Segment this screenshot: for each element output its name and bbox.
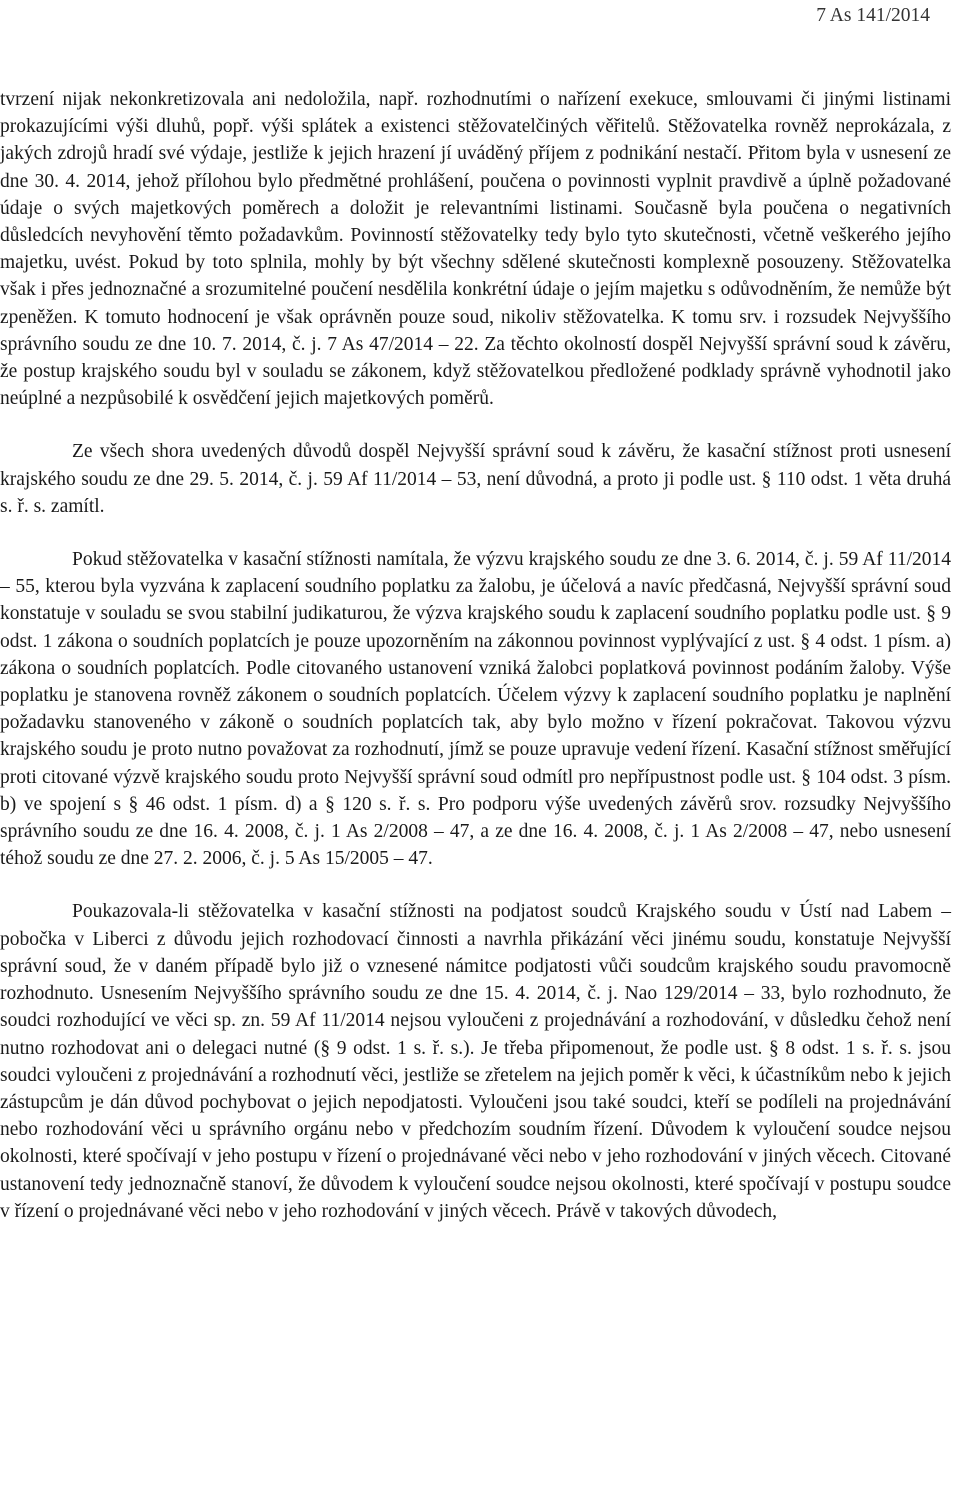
- paragraph-3: Pokud stěžovatelka v kasační stížnosti namítala, že výzvu krajského soudu ze dne 3. 6. 2014, č. j. 59 Af 11/2014 – 55, kterou byla vyzvána k zaplacení soudního poplatku za žalobu, je účelová a navíc předčasná, Nejvyšší správní soud konstatuje v souladu se svou stabilní judikaturou, že výzva krajského soudu k zaplacení soudního poplatku podle ust. § 9 odst. 1 zákona o soudních poplatcích je pouze upozorněním na zákonnou povinnost vyplývající z ust. § 4 odst. 1 písm. a) zákona o soudních poplatcích. Podle citovaného ustanovení vzniká žalobci poplatková povinnost podáním žaloby. Výše poplatku je stanovena rovněž zákonem o soudních poplatcích. Účelem výzvy k zaplacení soudního poplatku je naplnění požadavku stanoveného v zákoně o soudních poplatcích tak, aby bylo možno v řízení pokračovat. Takovou výzvu krajského soudu je proto nutno považovat za rozhodnutí, jímž se pouze upravuje vedení řízení. Kasační stížnost směřující proti citované výzvě krajského soudu proto Nejvyšší správní soud odmítl pro nepřípustnost podle ust. § 104 odst. 3 písm. b) ve spojení s § 46 odst. 1 písm. d) a § 120 s. ř. s. Pro podporu výše uvedených závěrů srov. rozsudky Nejvyššího správního soudu ze dne 16. 4. 2008, č. j. 1 As 2/2008 – 47, a ze dne 16. 4. 2008, č. j. 1 As 2/2008 – 47, nebo usnesení téhož soudu ze dne 27. 2. 2006, č. j. 5 As 15/2005 – 47.: [0, 549, 951, 870]
- document-body: [0, 86, 951, 1225]
- paragraph-4: Poukazovala-li stěžovatelka v kasační stížnosti na podjatost soudců Krajského soudu v Ústí nad Labem – pobočka v Liberci z důvodu jejich rozhodovací činnosti a navrhla přikázání věci jinému soudu, konstatuje Nejvyšší správní soud, že v daném případě bylo již o vznesené námitce podjatosti vůči soudcům krajského soudu pravomocně rozhodnuto. Usnesením Nejvyššího správního soudu ze dne 15. 4. 2014, č. j. Nao 129/2014 – 33, bylo rozhodnuto, že soudci rozhodující ve věci sp. zn. 59 Af 11/2014 nejsou vyloučeni z projednávání a rozhodování, v důsledku čehož není nutno rozhodovat ani o delegaci nutné (§ 9 odst. 1 s. ř. s.). Je třeba připomenout, že podle ust. § 8 odst. 1 s. ř. s. jsou soudci vyloučeni z projednávání a rozhodnutí věci, jestliže se zřetelem na jejich poměr k věci, k účastníkům nebo k jejich zástupcům je dán důvod pochybovat o jejich nepodjatosti. Vyloučeni jsou také soudci, kteří se podíleli na projednávání nebo rozhodování věci u správního orgánu nebo v předchozím soudním řízení. Důvodem k vyloučení soudce nejsou okolnosti, které spočívají v jeho postupu v řízení o projednávané věci nebo v jeho rozhodování v jiných věcech. Citované ustanovení tedy jednoznačně stanoví, že důvodem k vyloučení soudce nejsou okolnosti, které spočívají v postupu soudce v řízení o projednávané věci nebo v jeho rozhodování v jiných věcech. Právě v takových důvodech,: [0, 901, 951, 1222]
- page-header-case-number: 7 As 141/2014: [816, 5, 930, 26]
- paragraph-1: tvrzení nijak nekonkretizovala ani nedoložila, např. rozhodnutími o nařízení exekuce, smlouvami či jinými listinami prokazujícími výši dluhů, popř. výši splátek a existenci stěžovatelčiných věřitelů. Stěžovatelka rovněž neprokázala, z jakých zdrojů hradí své výdaje, jestliže k jejich hrazení jí uváděný příjem z podnikání nestačí. Přitom byla v usnesení ze dne 30. 4. 2014, jehož přílohou bylo předmětné prohlášení, poučena o povinnosti vyplnit pravdivě a úplně požadované údaje o svých majetkových poměrech a doložit je relevantními listinami. Současně byla poučena o negativních důsledcích nevyhovění těmto požadavkům. Povinností stěžovatelky tedy bylo tyto skutečnosti, včetně veškerého jejího majetku, uvést. Pokud by toto splnila, mohly by být všechny sdělené skutečnosti komplexně posouzeny. Stěžovatelka však i přes jednoznačné a srozumitelné poučení nesdělila konkrétní údaje o jejím majetku s odůvodněním, že nemůže být zpeněžen. K tomuto hodnocení je však oprávněn pouze soud, nikoliv stěžovatelka. K tomu srv. i rozsudek Nejvyššího správního soudu ze dne 10. 7. 2014, č. j. 7 As 47/2014 – 22. Za těchto okolností dospěl Nejvyšší správní soud k závěru, že postup krajského soudu byl v souladu se zákonem, když stěžovatelkou předložené podklady správně vyhodnotil jako neúplné a nezpůsobilé k osvědčení jejich majetkových poměrů.: [0, 89, 951, 410]
- paragraph-2: Ze všech shora uvedených důvodů dospěl Nejvyšší správní soud k závěru, že kasační stížnost proti usnesení krajského soudu ze dne 29. 5. 2014, č. j. 59 Af 11/2014 – 53, není důvodná, a proto ji podle ust. § 110 odst. 1 věta druhá s. ř. s. zamítl.: [0, 441, 951, 517]
